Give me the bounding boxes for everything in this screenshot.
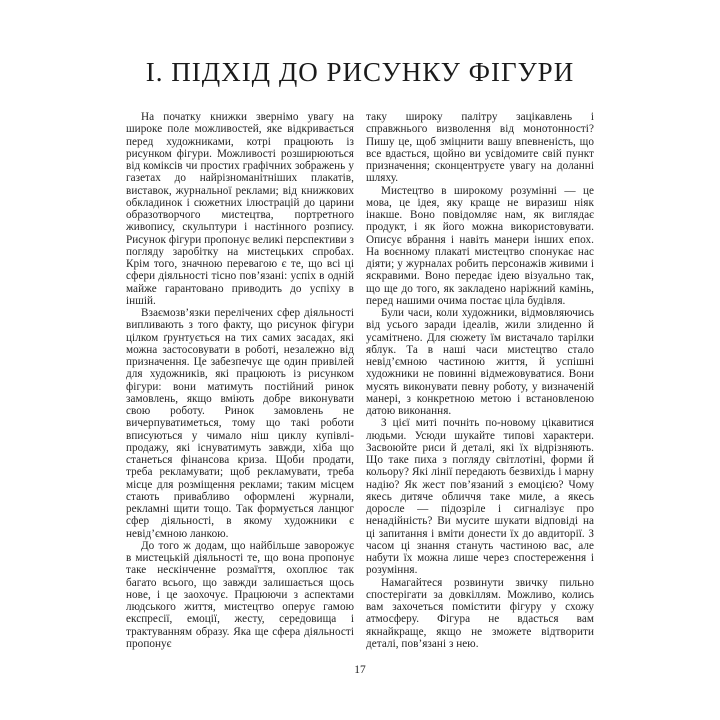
chapter-title: І. ПІДХІД ДО РИСУНКУ ФІГУРИ <box>145 57 575 87</box>
paragraph: На початку книжки звернімо увагу на широке поле можливостей, яке відкривається перед художниками, котрі працюють із рисунком фігури. Можливості розширюються від коміксів чи простих графічних зображень у газетах до найрізноманітніших плакатів, виставок, журнальної реклами; від книжкових обкладинок і сюжетних ілюстрацій до царини образотворчого мистецтва, портретного живопису, скульптури і настінного розпису. Рисунок фігури пропонує великі перспективи з погляду заробітку на мистецьких спробах. Крім того, значною перевагою є те, що всі ці сфери діяльності тісно пов’язані: успіх в одній майже гарантовано приводить до успіху в іншій. <box>126 111 354 307</box>
paragraph: Були часи, коли художники, відмовляючись від усього заради ідеалів, жили злиденно й усамітнено. Для сюжету їм вистачало тарілки яблук. Та в наші часи мистецтво стало невід’ємною частиною життя, й успішні художники не повинні відмежовуватися. Вони мусять виконувати певну роботу, у визначеній манері, з конкретною метою і встановленою датою виконання. <box>366 307 594 417</box>
paragraph: З цієї миті почніть по-новому цікавитися людьми. Усюди шукайте типові характери. Засвоюйте риси й деталі, які їх відрізняють. Що таке пиха з погляду світлотіні, форми й кольору? Які лінії передають безвихідь і марну надію? Як жест пов’язаний з емоцією? Чому якесь дитяче обличчя таке миле, а якесь доросле — підозріле і сигналізує про ненадійність? Ви мусите шукати відповіді на ці запитання і вміти донести їх до авдиторії. З часом ці знання стануть частиною вас, але набути їх можна лише через спостереження і розуміння. <box>366 417 594 577</box>
text-columns <box>0 111 720 650</box>
paragraph: Намагайтеся розвинути звичку пильно спостерігати за довкіллям. Можливо, колись вам захочеться помістити фігуру у схожу атмосферу. Фігура не вдасться вам якнайкраще, якщо не зможете відтворити деталі, пов’язані з нею. <box>366 576 594 650</box>
paragraph: До того ж додам, що найбільше заворожує в мистецькій діяльності те, що вона пропонує таке нескінченне розмаїття, охоплює так багато всього, що завжди залишається щось нове, і це заохочує. Працюючи з аспектами людського життя, мистецтво оперує гамою експресії, емоції, жесту, середовища і трактуванням образу. Яка ще сфера діяльності пропонує <box>126 539 354 650</box>
paragraph: Взаємозв’язки перелічених сфер діяльності випливають з того факту, що рисунок фігури цілком ґрунтується на тих самих засадах, які можна застосовувати в роботі, незалежно від призначення. Це забезпечує ще один привілей для художників, які працюють із рисунком фігури: вони матимуть постійний ринок замовлень, якщо вміють добре виконувати свою роботу. Ринок замовлень не вичерпуватиметься, тому що такі роботи вписуються у чимало ніш циклу купівлі-продажу, які існуватимуть завжди, хіба що станеться фінансова криза. Щоби продати, треба рекламувати; щоб рекламувати, треба місце для розміщення реклами; таким місцем стають привабливо оформлені журнали, рекламні щити тощо. Так формується ланцюг сфер діяльності, в якому художники є невід’ємною ланкою. <box>126 307 354 540</box>
paragraph: Мистецтво в широкому розумінні — це мова, це ідея, яку краще не виразиш ніяк інакше. Воно повідомляє нам, як виглядає продукт, і як його можна використовувати. Описує вбрання і навіть манери інших епох. На воєнному плакаті мистецтво спонукає нас діяти; у журналах робить персонажів живими і яскравими. Воно передає ідею візуально так, що ще до того, як закладено наріжний камінь, перед нашими очима постає ціла будівля. <box>366 184 594 307</box>
left-column <box>126 111 354 650</box>
right-column <box>366 111 594 650</box>
paragraph-continuation: таку широку палітру зацікавлень і справжнього визволення від монотонності? Пишу це, щоб зміцнити вашу впевненість, що все вдасться, щойно ви усвідомите свій пункт призначення; сконцентруєте увагу на доланні шляху. <box>366 111 594 185</box>
page-number: 17 <box>354 664 366 676</box>
